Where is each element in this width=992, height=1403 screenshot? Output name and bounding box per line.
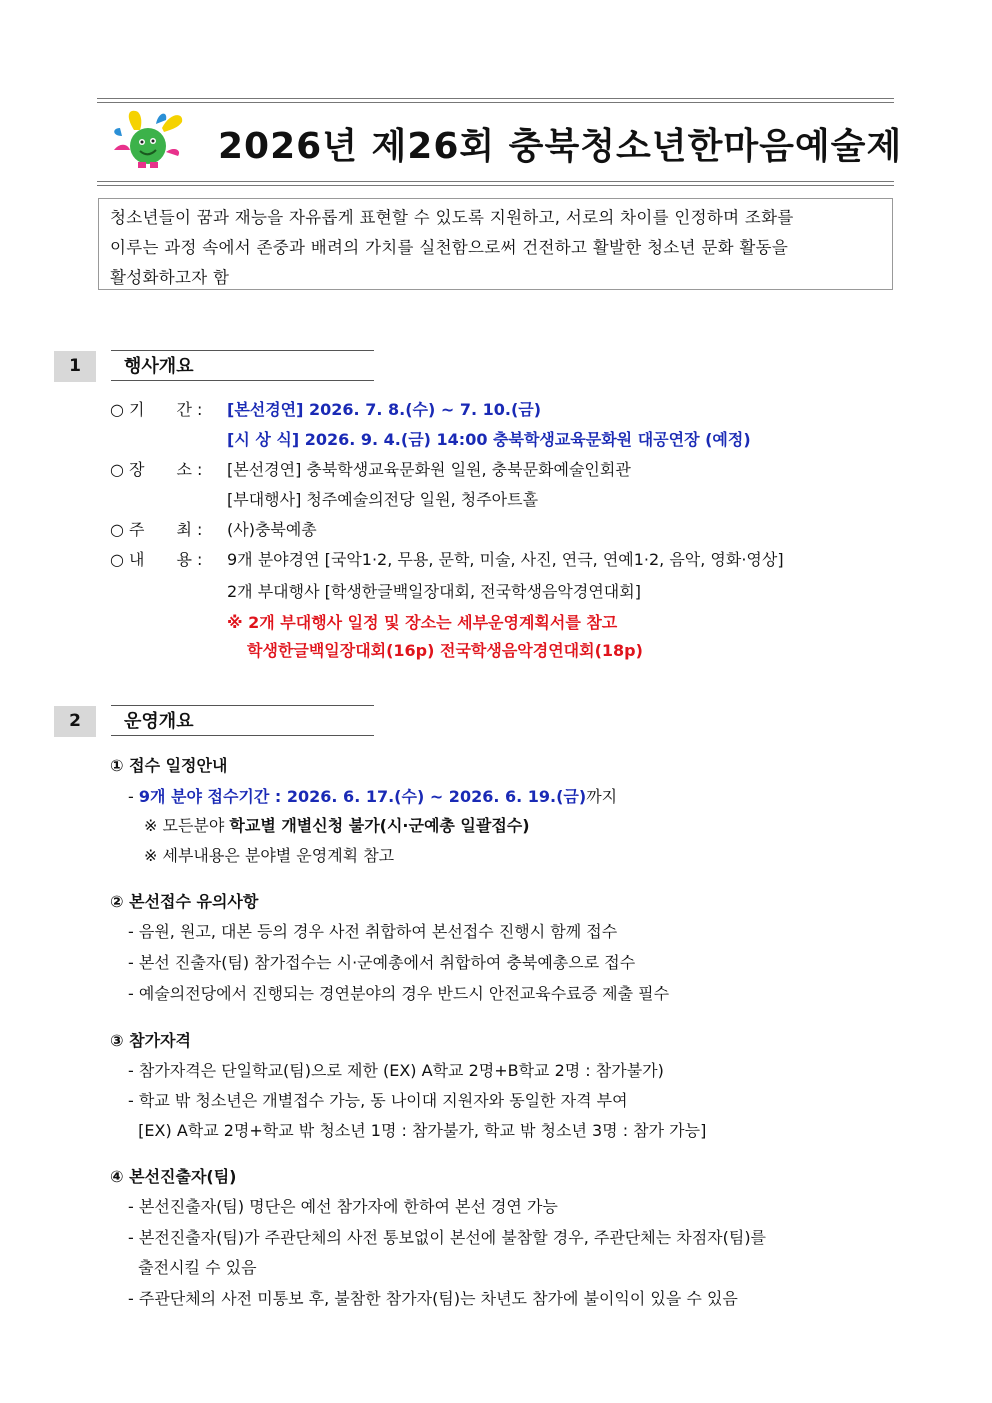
mascot-logo <box>108 106 188 174</box>
dash: - <box>128 787 134 806</box>
event-pages: 학생한글백일장대회(16p) 전국학생음악경연대회(18p) <box>247 641 643 660</box>
header-top-rule <box>97 98 894 103</box>
purpose-line: 활성화하고자 함 <box>110 268 230 287</box>
registration-dates: 9개 분야 접수기간 : 2026. 6. 17.(수) ~ 2026. 6. 19.(금) <box>138 787 587 806</box>
purpose-line: 이루는 과정 속에서 존중과 배려의 가치를 실천함으로써 건전하고 활발한 청소년 문화 활동을 <box>110 238 789 257</box>
list-item: - 주관단체의 사전 미통보 후, 불참한 참가자(팀)는 차년도 참가에 불이익이 있을 수 있음 <box>128 1289 738 1308</box>
list-item: - 학교 밖 청소년은 개별접수 가능, 동 나이대 지원자와 동일한 자격 부여 <box>128 1091 628 1110</box>
list-item: - 본선진출자(팀) 명단은 예선 참가자에 한하여 본선 경연 가능 <box>128 1197 558 1216</box>
period-main: [본선경연] 2026. 7. 8.(수) ~ 7. 10.(금) <box>227 400 542 419</box>
host-label: ○ 주 최 : <box>110 520 203 539</box>
subsection-title: ① 접수 일정안내 <box>110 756 228 775</box>
note-bold: 학교별 개별신청 불가(시·군예총 일괄접수) <box>229 816 530 835</box>
content-sub: 2개 부대행사 [학생한글백일장대회, 전국학생음악경연대회] <box>227 582 641 601</box>
list-item: - 참가자격은 단일학교(팀)으로 제한 (EX) A학교 2명+B학교 2명 : 참가불가) <box>128 1061 664 1080</box>
ceremony-date: [시 상 식] 2026. 9. 4.(금) 14:00 충북학생교육문화원 대공연장 (예정) <box>227 430 751 449</box>
subsection-title: ③ 참가자격 <box>110 1031 191 1050</box>
registration-note: ※ 세부내용은 분야별 운영계획 참고 <box>144 846 395 865</box>
period-label: ○ 기 간 : <box>110 400 203 419</box>
period-ceremony <box>227 430 751 450</box>
venue-label: ○ 장 소 : <box>110 460 203 479</box>
host-value: (사)충북예총 <box>227 520 317 539</box>
section-title: 운영개요 <box>111 705 374 736</box>
list-item: - 본선 진출자(팀) 참가접수는 시·군예총에서 취합하여 충북예총으로 접수 <box>128 953 636 972</box>
list-item: - 본전진출자(팀)가 주관단체의 사전 통보없이 본선에 불참할 경우, 주관단체는 차점자(팀)를 <box>128 1228 767 1247</box>
section-title: 행사개요 <box>111 350 374 381</box>
venue-main: [본선경연] 충북학생교육문화원 일원, 충북문화예술인회관 <box>227 460 631 479</box>
list-item: [EX) A학교 2명+학교 밖 청소년 1명 : 참가불가, 학교 밖 청소년 3명 : 참가 가능] <box>128 1121 707 1140</box>
host-row <box>110 520 317 540</box>
subsection-title: ④ 본선진출자(팀) <box>110 1167 237 1186</box>
list-item: - 음원, 원고, 대본 등의 경우 사전 취합하여 본선접수 진행시 함께 접수 <box>128 922 618 941</box>
venue-row <box>110 460 631 480</box>
list-item: 출전시킬 수 있음 <box>128 1258 257 1277</box>
venue-sub: [부대행사] 청주예술의전당 일원, 청주아트홀 <box>227 490 539 509</box>
header-bottom-rule <box>97 181 894 186</box>
subsection-title: ② 본선접수 유의사항 <box>110 892 259 911</box>
purpose-line: 청소년들이 꿈과 재능을 자유롭게 표현할 수 있도록 지원하고, 서로의 차이를 인정하며 조화를 <box>110 208 794 227</box>
content-main: 9개 분야경연 [국악1·2, 무용, 문학, 미술, 사진, 연극, 연예1·2, 음악, 영화·영상] <box>227 550 784 569</box>
registration-note <box>144 816 530 836</box>
content-label: ○ 내 용 : <box>110 550 203 569</box>
registration-suffix: 까지 <box>586 787 618 806</box>
event-note: ※ 2개 부대행사 일정 및 장소는 세부운영계획서를 참고 <box>227 613 618 632</box>
list-item: - 예술의전당에서 진행되는 경연분야의 경우 반드시 안전교육수료증 제출 필수 <box>128 984 670 1003</box>
content-row <box>110 550 784 570</box>
period-row <box>110 400 541 420</box>
page-title: 2026년 제26회 충북청소년한마음예술제 <box>218 126 903 167</box>
section-number: 1 <box>54 351 96 382</box>
note-prefix: ※ 모든분야 <box>144 816 230 835</box>
purpose-box <box>98 198 893 290</box>
section-number: 2 <box>54 706 96 737</box>
registration-period <box>128 787 617 807</box>
